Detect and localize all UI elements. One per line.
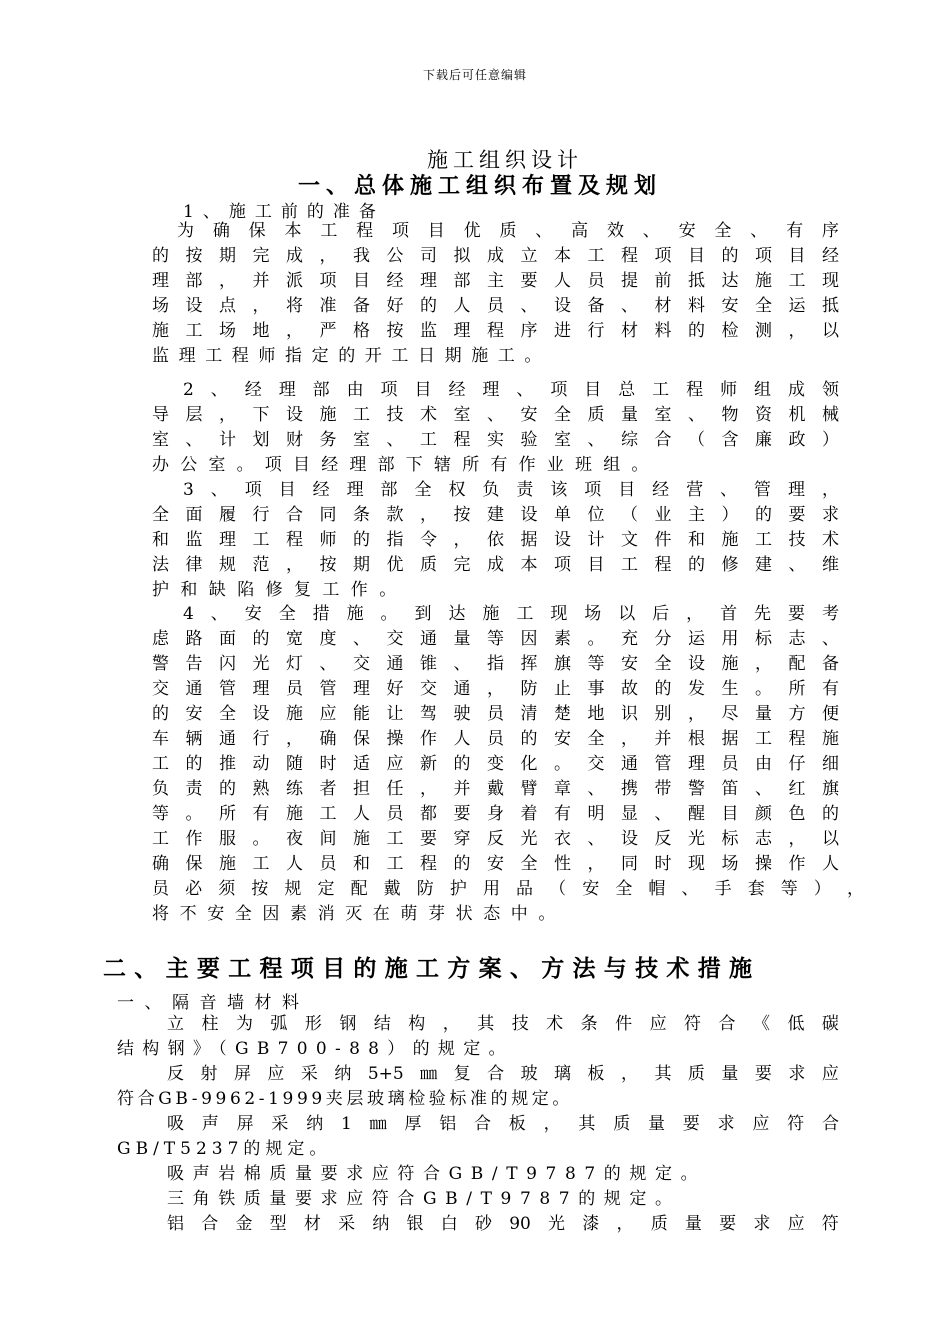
text-line: 2 、 经 理 部 由 项 目 经 理 、 项 目 总 工 程 师 组 成 领	[183, 380, 839, 400]
text-line: 的 安 全 设 施 应 能 让 驾 驶 员 清 楚 地 识 别 ， 尽 量 方 便	[152, 704, 839, 724]
text-line: 结构钢》（GB700-88）的规定。	[117, 1039, 514, 1059]
text-line: 三角铁质量要求应符合GB/T9787的规定。	[167, 1189, 681, 1209]
text-line: 立 柱 为 弧 形 钢 结 构 ， 其 技 术 条 件 应 符 合 《 低 碳	[167, 1014, 839, 1034]
material-paragraph-2	[117, 1062, 839, 1112]
text-line: 和 监 理 工 程 师 的 指 令 ， 依 据 设 计 文 件 和 施 工 技 术	[152, 530, 839, 550]
text-line: 3 、 项 目 经 理 部 全 权 负 责 该 项 目 经 营 、 管 理 ，	[183, 480, 839, 500]
text-line: 导 层 ， 下 设 施 工 技 术 室 、 安 全 质 量 室 、 物 资 机 械	[152, 405, 839, 425]
text-line: 将不安全因素消灭在萌芽状态中。	[152, 904, 566, 924]
material-paragraph-6	[167, 1212, 839, 1237]
text-line: 确 保 施 工 人 员 和 工 程 的 安 全 性 ， 同 时 现 场 操 作 人	[152, 854, 839, 874]
header-note: 下载后可任意编辑	[422, 68, 527, 82]
item-2-paragraph	[152, 378, 839, 478]
text-line: 的 按 期 完 成 ， 我 公 司 拟 成 立 本 工 程 项 目 的 项 目 经	[152, 246, 839, 266]
text-line: 符合GB-9962-1999夹层玻璃检验标准的规定。	[117, 1089, 574, 1109]
section-1-heading: 一、总体施工组织布置及规划	[297, 173, 662, 199]
text-line: 吸声岩棉质量要求应符合GB/T9787的规定。	[167, 1164, 707, 1184]
text-line: 吸 声 屏 采 纳 1 ㎜ 厚 铝 合 板 ， 其 质 量 要 求 应 符 合	[167, 1114, 839, 1134]
item-4-paragraph	[152, 602, 864, 927]
text-line: 监理工程师指定的开工日期施工。	[152, 346, 551, 366]
text-line: 4 、 安 全 措 施 。 到 达 施 工 现 场 以 后 ， 首 先 要 考	[183, 604, 839, 624]
material-paragraph-3	[117, 1112, 839, 1162]
text-line: 反 射 屏 应 采 纳 5+5 ㎜ 复 合 玻 璃 板 ， 其 质 量 要 求 应	[167, 1064, 839, 1084]
text-line: 场 设 点 ， 将 准 备 好 的 人 员 、 设 备 、 材 料 安 全 运 抵	[152, 296, 839, 316]
text-line: 工 作 服 。 夜 间 施 工 要 穿 反 光 衣 、 设 反 光 标 志 ， 以	[152, 829, 839, 849]
text-line: 虑 路 面 的 宽 度 、 交 通 量 等 因 素 。 充 分 运 用 标 志 、	[152, 629, 839, 649]
text-line: 交 通 管 理 员 管 理 好 交 通 ， 防 止 事 故 的 发 生 。 所 有	[152, 679, 839, 699]
material-paragraph-1	[117, 1012, 839, 1062]
text-line: 办公室。项目经理部下辖所有作业班组。	[152, 455, 660, 475]
text-line: 员 必 须 按 规 定 配 戴 防 护 用 品 （ 安 全 帽 、 手 套 等 ） ，	[152, 879, 864, 899]
item-1-paragraph	[152, 219, 839, 369]
text-line: 警 告 闪 光 灯 、 交 通 锥 、 指 挥 旗 等 安 全 设 施 ， 配 备	[152, 654, 839, 674]
text-line: 为 确 保 本 工 程 项 目 优 质 、 高 效 、 安 全 、 有 序	[177, 221, 839, 241]
text-line: 护和缺陷修复工作。	[152, 580, 408, 600]
text-line: 铝 合 金 型 材 采 纳 银 白 砂 90 光 漆 ， 质 量 要 求 应 符	[167, 1214, 839, 1234]
material-paragraph-4	[167, 1162, 727, 1187]
text-line: 负 责 的 熟 练 者 担 任 ， 并 戴 臂 章 、 携 带 警 笛 、 红 旗	[152, 779, 839, 799]
document-title: 施工组织设计	[427, 148, 583, 172]
sub-1-title: 一、隔音墙材料	[117, 993, 310, 1013]
section-2-heading: 二、主要工程项目的施工方案、方法与技术措施	[103, 955, 761, 982]
item-3-paragraph	[152, 478, 839, 603]
text-line: 室 、 计 划 财 务 室 、 工 程 实 验 室 、 综 合 （ 含 廉 政 ）	[152, 430, 839, 450]
material-paragraph-5	[167, 1187, 707, 1212]
item-1-title: 1、施工前的准备	[183, 202, 385, 222]
text-line: 等 。 所 有 施 工 人 员 都 要 身 着 有 明 显 、 醒 目 颜 色 的	[152, 804, 839, 824]
text-line: 理 部 ， 并 派 项 目 经 理 部 主 要 人 员 提 前 抵 达 施 工 现	[152, 271, 839, 291]
text-line: 施 工 场 地 ， 严 格 按 监 理 程 序 进 行 材 料 的 检 测 ， 以	[152, 321, 839, 341]
text-line: 全 面 履 行 合 同 条 款 ， 按 建 设 单 位 （ 业 主 ） 的 要 求	[152, 505, 839, 525]
text-line: GB/T5237的规定。	[117, 1139, 332, 1159]
text-line: 车 辆 通 行 ， 确 保 操 作 人 员 的 安 全 ， 并 根 据 工 程 施	[152, 729, 839, 749]
text-line: 工 的 推 动 随 时 适 应 新 的 变 化 。 交 通 管 理 员 由 仔 细	[152, 754, 839, 774]
text-line: 法 律 规 范 ， 按 期 优 质 完 成 本 项 目 工 程 的 修 建 、 维	[152, 555, 839, 575]
